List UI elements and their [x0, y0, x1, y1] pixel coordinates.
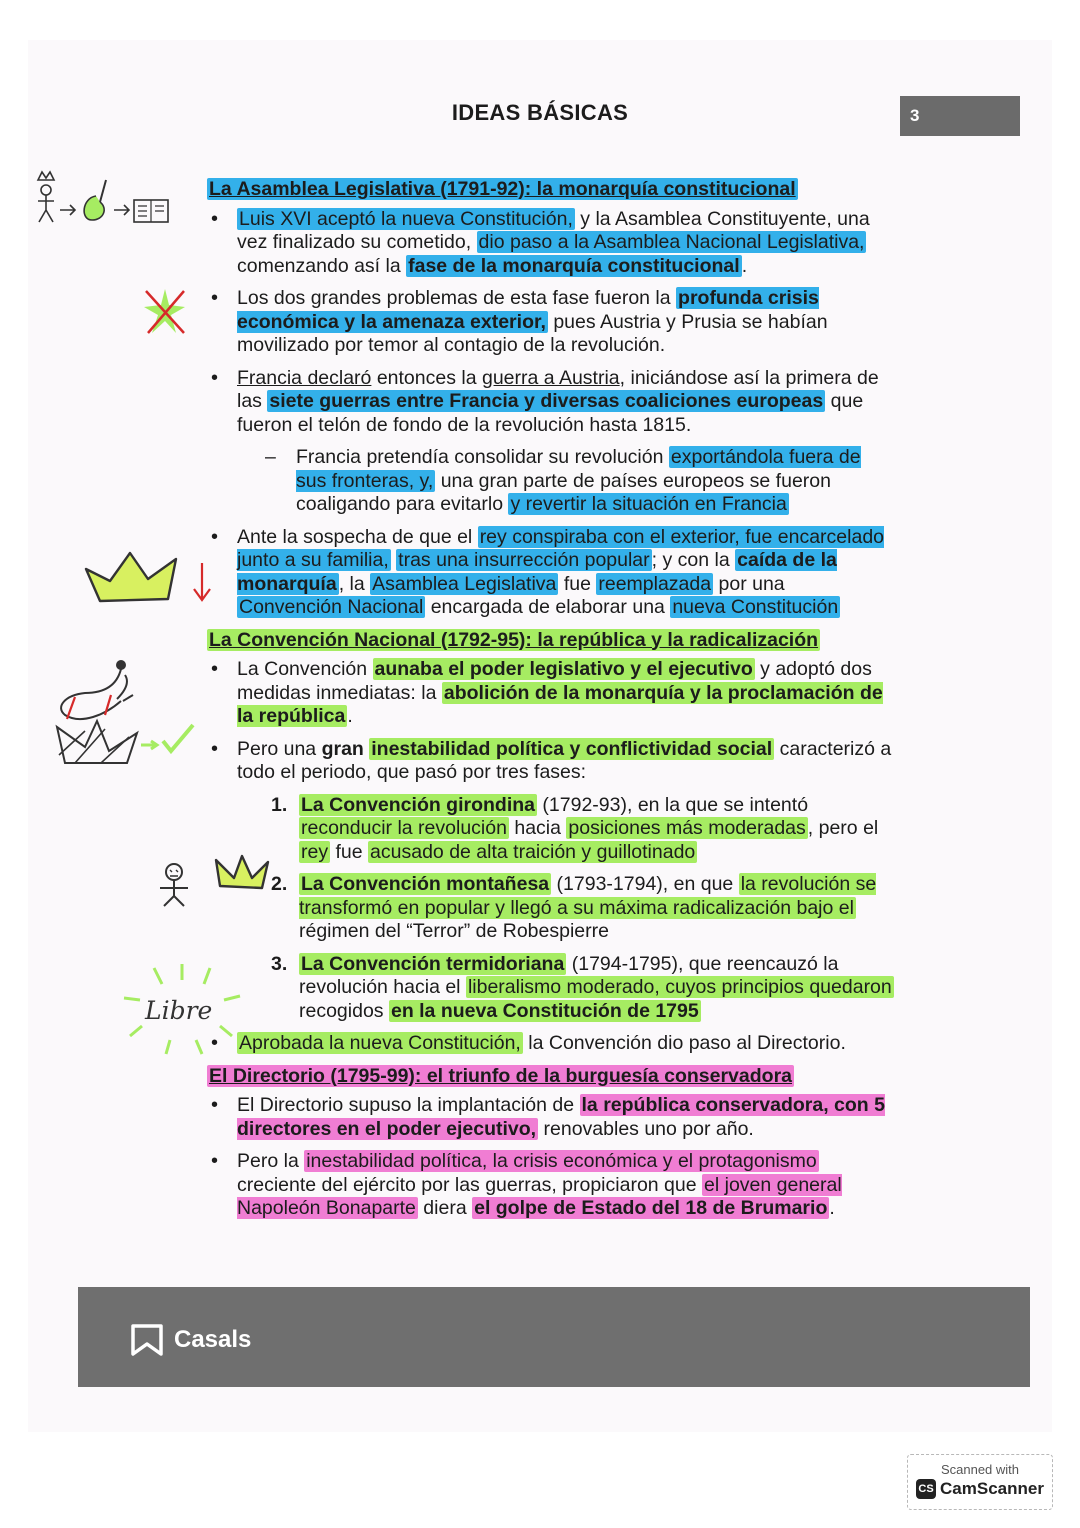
page-title: IDEAS BÁSICAS [451, 100, 629, 125]
list-item: • Ante la sospecha de que el rey conspiraba con el exterior, fue encarcelado junto a su familia, tras una insurrección popular ; y con la caída de la monarquía , la Asamblea Legislativa fue reemplazada por una Convención Nacional encargada de elaborar una nueva Constitución [205, 526, 895, 620]
camscanner-brand [908, 1479, 1052, 1499]
camscanner-logo-icon: CS [916, 1479, 936, 1499]
section-convencion-title [205, 629, 895, 653]
section-directorio-title [205, 1065, 895, 1089]
casals-logo [130, 1323, 251, 1357]
casals-logo-icon [130, 1323, 164, 1357]
list-item: • La Convención aunaba el poder legislativo y el ejecutivo y adoptó dos medidas inmediatas: la abolición de la monarquía y la proclamación de la república . [205, 658, 895, 729]
camscanner-watermark [907, 1454, 1053, 1510]
list-item: • Aprobada la nueva Constitución, la Convención dio paso al Directorio. [205, 1032, 895, 1056]
numbered-item: 1. La Convención girondina (1792-93), en la que se intentó reconducir la revolución hacia posiciones más moderadas , pero el rey fue acusado de alta traición y guillotinado [271, 793, 879, 863]
list-item: • Pero la inestabilidad política, la crisis económica y el protagonismo creciente del ejército por las guerras, propiciaron que el joven general Napoleón Bonaparte diera el golpe de Estado del 18 de Brumario . [205, 1150, 895, 1221]
camscanner-text: CamScanner [940, 1479, 1044, 1498]
main-content [205, 178, 895, 1230]
list-item: • El Directorio supuso la implantación de la república conservadora, con 5 directores en el poder ejecutivo, renovables uno por año. [205, 1094, 895, 1141]
section-directorio-title-text: El Directorio (1795-99): el triunfo de la burguesía conservadora [209, 1064, 793, 1087]
list-item: • Francia declaró entonces la guerra a Austria, iniciándose así la primera de las siete guerras entre Francia y diversas coaliciones europeas que fueron el telón de fondo de la revolución hasta 1815. [205, 367, 895, 438]
falling-crown-icon [80, 545, 220, 610]
numbered-item: 2. La Convención montañesa (1793-1794), en que la revolución se transformó en popular y llegó a su máxima radicalización bajo el régimen del “Terror” de Robespierre [271, 873, 877, 942]
section-asamblea-title-text: La Asamblea Legislativa (1791-92): la monarquía constitucional [209, 178, 796, 200]
section-convencion-title-text: La Convención Nacional (1792-95): la república y la radicalización [209, 628, 819, 651]
crossed-star-icon [140, 285, 190, 340]
casals-brand-text: Casals [174, 1326, 252, 1353]
sub-list-item: – Francia pretendía consolidar su revolución exportándola fuera de sus fronteras, y, una gran parte de países europeos se fueron coaligando para evitarlo y revertir la situación en Francia [205, 446, 895, 517]
person-to-book-doodle-icon [30, 168, 180, 238]
scanned-with-text: Scanned with [940, 1462, 1020, 1477]
list-item: • Los dos grandes problemas de esta fase fueron la profunda crisis económica y la amenaza exterior, pues Austria y Prusia se habían movilizado por temor al contagio de la revolución. [205, 287, 895, 358]
numbered-item: 3. La Convención termidoriana (1794-1795), que reencauzó la revolución hacia el liberalismo moderado, cuyos principios quedaron recogidos en la nueva Constitución de 1795 [271, 952, 892, 1022]
section-asamblea-title [205, 178, 895, 202]
page-number-badge: 3 [900, 96, 1020, 136]
libre-annotation: Libre [145, 996, 213, 1025]
list-item: • Pero una gran inestabilidad política y conflictividad social caracterizó a todo el periodo, que pasó por tres fases: [205, 738, 895, 785]
publisher-footer [78, 1287, 1030, 1387]
crown-to-republic-doodle-icon [45, 655, 205, 775]
list-item: • Luis XVI aceptó la nueva Constitución, y la Asamblea Constituyente, una vez finalizado su cometido, dio paso a la Asamblea Nacional Legislativa, comenzando así la fase de la monarquía constitucional . [205, 208, 895, 279]
